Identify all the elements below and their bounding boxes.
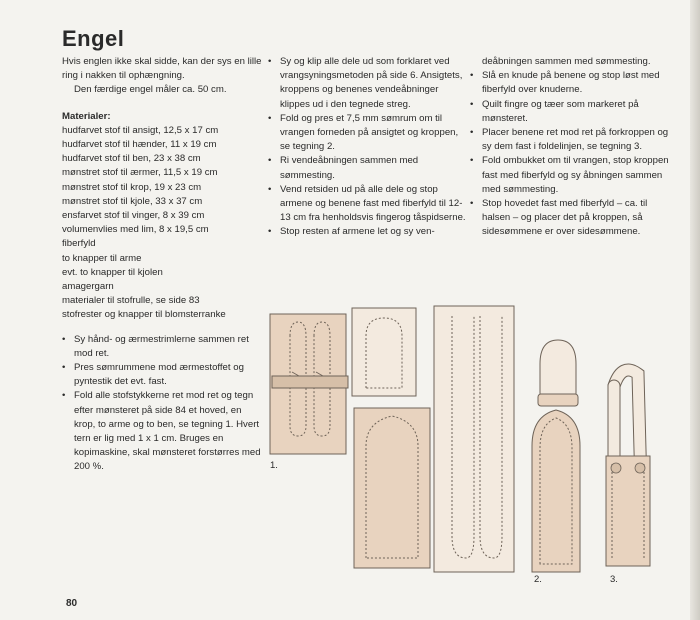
material-item: mønstret stof til krop, 19 x 23 cm [62, 181, 202, 193]
page-number: 80 [66, 598, 78, 609]
column-2 [268, 55, 468, 240]
page-title: Engel [62, 26, 125, 51]
column-3 [470, 55, 670, 240]
material-item: evt. to knapper til kjolen [62, 266, 163, 278]
material-item: materialer til stofrulle, se side 83 [62, 295, 200, 307]
material-item: stofrester og knapper til blomsterranke [62, 309, 226, 321]
instruction-item: • Stop hovedet fast med fiberfyld – ca. til halsen – og placer det på kroppen, så sidesømmene er over sidesømmene. [470, 197, 670, 240]
instruction-item: • Fold alle stofstykkerne ret mod ret og tegn efter mønsteret på side 84 et hoved, en krop, to arme og to ben, se tegning 1. Hvert tern er lig med 1 x 1 cm. Bruges en kopimaskine, skal mønsteret forstørres med 200 %. [62, 389, 262, 474]
materials-heading: Materialer: [62, 110, 111, 122]
instruction-item: • Placer benene ret mod ret på forkroppen og sy dem fast i foldelinjen, se tegning 3. [470, 126, 670, 154]
instruction-item: • Sy og klip alle dele ud som forklaret ved vrangsyningsmetoden på side 6. Ansigtets, kroppens og benenes vendeåbninger klippes ud i den tegnede streg. [268, 55, 468, 112]
instructions-list-1 [62, 333, 262, 475]
material-item: to knapper til arme [62, 252, 142, 264]
material-item: volumenvlies med lim, 8 x 19,5 cm [62, 224, 209, 236]
page-edge [690, 0, 700, 620]
material-item: mønstret stof til ærmer, 11,5 x 19 cm [62, 167, 218, 179]
drawing-3 [606, 370, 650, 566]
intro-paragraph-1: Hvis englen ikke skal sidde, kan der sys en lille ring i nakken til ophængning. [62, 56, 262, 82]
instruction-item: • Slå en knude på benene og stop løst med fiberfyld over knuderne. [470, 69, 670, 97]
intro-paragraph-2: Den færdige engel måler ca. 50 cm. [74, 84, 227, 96]
sewing-illustrations [262, 296, 682, 596]
instructions-list-3 [470, 69, 670, 239]
instruction-item: • Vend retsiden ud på alle dele og stop armene og benene fast med fiberfyld til 12-13 cm fra henholdsvis fingerog tåspidserne. [268, 183, 468, 226]
instruction-item: • Stop resten af armene let og sy ven- [268, 225, 468, 239]
instruction-item: • Pres sømrummene mod ærmestoffet og pyntestik det evt. fast. [62, 361, 262, 389]
column-1 [62, 55, 262, 475]
material-item: hudfarvet stof til ben, 23 x 38 cm [62, 153, 201, 165]
material-item: ensfarvet stof til vinger, 8 x 39 cm [62, 210, 205, 222]
instruction-item: • Sy hånd- og ærmestrimlerne sammen ret mod ret. [62, 333, 262, 361]
material-item: mønstret stof til kjole, 33 x 37 cm [62, 195, 203, 207]
material-item: hudfarvet stof til ansigt, 12,5 x 17 cm [62, 124, 219, 136]
instructions-list-2 [268, 55, 468, 240]
drawing-2 [532, 340, 580, 572]
figure-label-2: 2. [534, 574, 542, 585]
instruction-item: • Fold og pres et 7,5 mm sømrum om til vrangen forneden på ansigtet og kroppen, se tegning 2. [268, 112, 468, 155]
material-item: hudfarvet stof til hænder, 11 x 19 cm [62, 139, 217, 151]
continued-text: deåbningen sammen med sømmesting. [482, 56, 651, 67]
instruction-item: • Quilt fingre og tæer som markeret på mønsteret. [470, 98, 670, 126]
materials-list [62, 124, 262, 323]
instruction-item: • Ri vendeåbningen sammen med sømmesting. [268, 154, 468, 182]
material-item: amagergarn [62, 281, 114, 293]
figure-label-3: 3. [610, 574, 618, 585]
drawing-1 [270, 306, 514, 572]
illustration-area [262, 296, 682, 596]
material-item: fiberfyld [62, 238, 96, 250]
instruction-item: • Fold ombukket om til vrangen, stop kroppen fast med fiberfyld og sy åbningen sammen med sømmesting. [470, 154, 670, 197]
figure-label-1: 1. [270, 460, 278, 471]
